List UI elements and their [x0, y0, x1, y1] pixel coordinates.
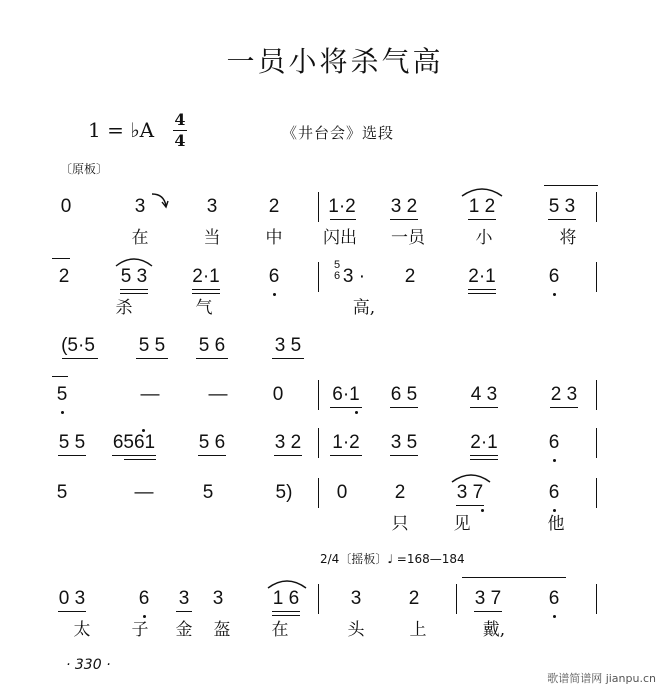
note: 3: [350, 588, 362, 609]
lyric: 高,: [352, 298, 376, 318]
watermark: 歌谱简谱网 jianpu.cn: [547, 672, 656, 685]
note: 3 5: [390, 432, 418, 453]
page-number: · 330 ·: [66, 657, 111, 673]
note: 2·1: [470, 432, 498, 453]
grace-note: 5 6: [334, 259, 341, 282]
note: 5: [56, 384, 68, 405]
note: 1·2: [332, 432, 360, 453]
bar-line: [318, 478, 319, 508]
bar-line: [596, 428, 597, 458]
note: 2: [408, 588, 420, 609]
note: 6: [548, 432, 560, 453]
lyric: 戴,: [482, 620, 506, 640]
note: 2: [58, 266, 70, 287]
note: 5): [275, 482, 293, 503]
note: 5 3: [120, 266, 148, 287]
note: 0: [336, 482, 348, 503]
bar-line: [596, 262, 597, 292]
note: 2: [268, 196, 280, 217]
bar-line: [596, 478, 597, 508]
source-label: 《井台会》选段: [282, 124, 395, 142]
note: 3 7: [474, 588, 502, 609]
meter-top: 4: [174, 110, 186, 129]
note: 5 5: [138, 335, 166, 356]
note: 6: [548, 588, 560, 609]
note: 2: [394, 482, 406, 503]
bar-line: [318, 584, 319, 614]
lyric: 见: [453, 514, 471, 534]
lyric: 金: [175, 620, 193, 640]
note: 3 5: [274, 335, 302, 356]
note: 6561: [112, 432, 156, 453]
tempo-marking-2: 2/4〔摇板〕♩ =168—184: [320, 552, 465, 566]
lyric: 闪出: [323, 228, 357, 248]
time-signature: [172, 112, 188, 149]
lyric: 上: [409, 620, 427, 640]
bar-line: [318, 262, 319, 292]
note: 3 2: [390, 196, 418, 217]
note: 6 5: [390, 384, 418, 405]
lyric: 在: [131, 228, 149, 248]
key-signature: 1 = ♭A: [88, 118, 155, 142]
lyric: 中: [265, 228, 283, 248]
note: 2: [404, 266, 416, 287]
note: 3 2: [274, 432, 302, 453]
note: —: [208, 384, 228, 405]
note: 0 3: [58, 588, 86, 609]
lyric: 一员: [391, 228, 425, 248]
note: 5 5: [58, 432, 86, 453]
note: 3: [134, 196, 146, 217]
note: 4 3: [470, 384, 498, 405]
note: —: [134, 482, 154, 503]
note: 6: [548, 482, 560, 503]
note: —: [140, 384, 160, 405]
lyric: 将: [559, 228, 577, 248]
page-title: 一员小将杀气高: [226, 45, 444, 78]
note: 2·1: [192, 266, 220, 287]
note: 0: [272, 384, 284, 405]
bar-line: [596, 584, 597, 614]
tempo-marking-1: 〔原板〕: [60, 162, 109, 176]
lyric: 在: [271, 620, 289, 640]
note: 5 3: [548, 196, 576, 217]
note: 0: [60, 196, 72, 217]
lyric: 盔: [213, 620, 231, 640]
lyric: 太: [73, 620, 91, 640]
lyric: 子: [131, 620, 149, 640]
lyric: 杀: [115, 298, 133, 318]
note: 3: [206, 196, 218, 217]
note: 1·2: [328, 196, 356, 217]
note: (5·5: [61, 335, 95, 356]
bar-line: [596, 192, 597, 222]
note: 5 6: [198, 432, 226, 453]
slide-arrow-icon: [150, 190, 172, 212]
lyric: 气: [195, 298, 213, 318]
note: 3: [212, 588, 224, 609]
lyric: 头: [347, 620, 365, 640]
lyric: 他: [547, 514, 565, 534]
note: 6·1: [332, 384, 360, 405]
bar-line: [318, 380, 319, 410]
bar-line: [596, 380, 597, 410]
bar-line: [456, 584, 457, 614]
lyric: 小: [475, 228, 493, 248]
note: 6: [548, 266, 560, 287]
bar-line: [318, 192, 319, 222]
note: 5 6: [198, 335, 226, 356]
note: 6: [138, 588, 150, 609]
note: 5: [56, 482, 68, 503]
lyric: 只: [391, 514, 409, 534]
note: 2 3: [550, 384, 578, 405]
note: 1 6: [272, 588, 300, 609]
meter-bottom: 4: [174, 131, 186, 150]
lyric: 当: [203, 228, 221, 248]
note: 3: [178, 588, 190, 609]
note: 5: [202, 482, 214, 503]
note: 2·1: [468, 266, 496, 287]
note: 3 ·: [342, 266, 366, 287]
note: 1 2: [468, 196, 496, 217]
note: 3 7: [456, 482, 484, 503]
note: 6: [268, 266, 280, 287]
bar-line: [318, 428, 319, 458]
